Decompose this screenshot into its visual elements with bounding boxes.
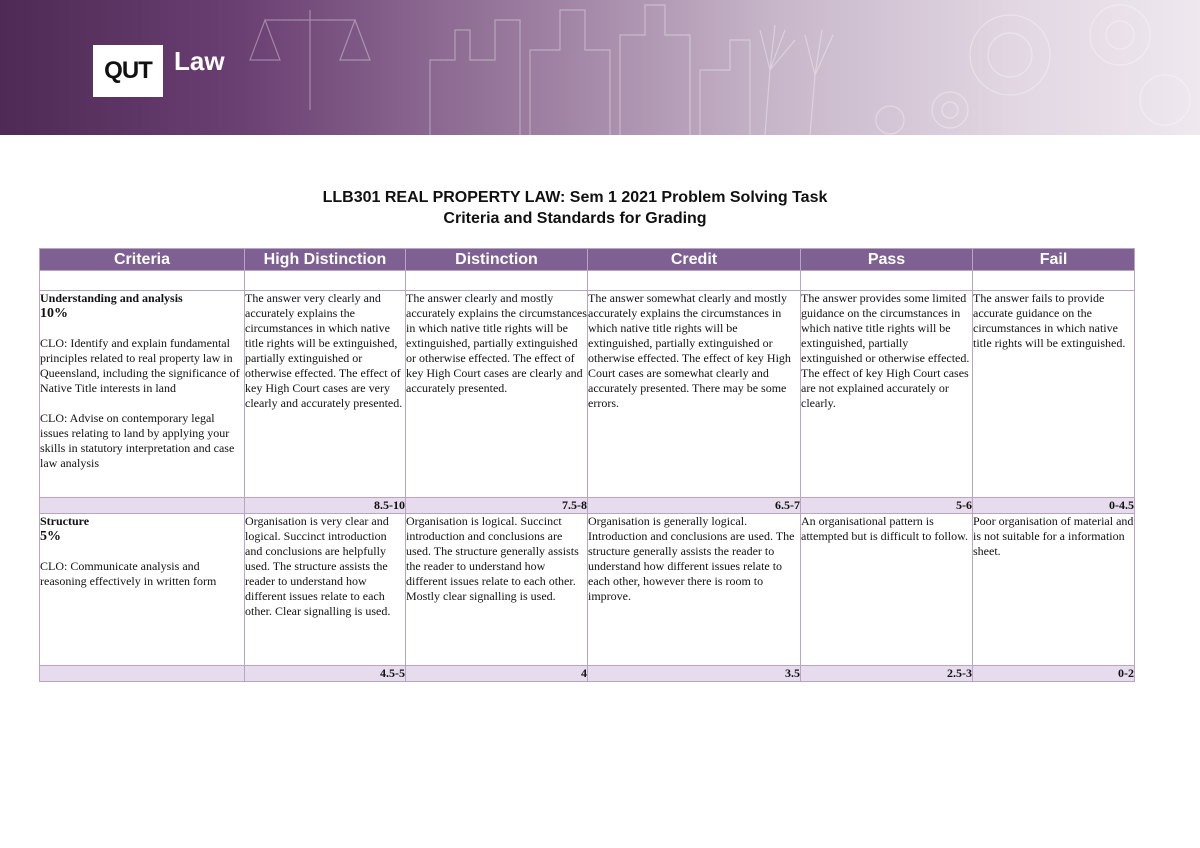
criterion-clo: CLO: Communicate analysis and reasoning effectively in written form <box>40 559 217 588</box>
descriptor-high-distinction: Organisation is very clear and logical. Succinct introduction and conclusions are helpfully used. The structure assists the reader to understand how different issues relate to each other. Clear signalling is used. <box>245 514 406 666</box>
descriptor-high-distinction: The answer very clearly and accurately explains the circumstances in which native title rights will be extinguished, partially extinguished or otherwise effected. The effect of key High Court cases are very clearly and accurately presented. <box>245 291 406 498</box>
score-credit: 3.5 <box>588 666 801 682</box>
criteria-table <box>39 248 1135 682</box>
table-row <box>40 514 1135 666</box>
criterion-clo: CLO: Identify and explain fundamental principles related to real property law in Queensland, including the significance of Native Title interests in land <box>40 336 240 395</box>
header-banner <box>0 0 1200 135</box>
criterion-name: Structure <box>40 514 90 528</box>
column-header-pass: Pass <box>801 249 973 271</box>
faculty-name: Law <box>174 46 225 76</box>
descriptor-distinction: The answer clearly and mostly accurately explains the circumstances in which native title rights will be extinguished, partially extinguished or otherwise effected. The effect of key High Court cases are clearly and accurately presented. <box>406 291 588 498</box>
column-header-criteria: Criteria <box>40 249 245 271</box>
score-high-distinction: 8.5-10 <box>245 498 406 514</box>
score-pass: 5-6 <box>801 498 973 514</box>
score-distinction: 7.5-8 <box>406 498 588 514</box>
score-credit: 6.5-7 <box>588 498 801 514</box>
score-row <box>40 666 1135 682</box>
score-high-distinction: 4.5-5 <box>245 666 406 682</box>
criterion-weight: 10% <box>40 306 68 321</box>
score-row <box>40 498 1135 514</box>
descriptor-credit: The answer somewhat clearly and mostly accurately explains the circumstances in which native title rights will be extinguished, partially extinguished or otherwise effected. The effect of key High Court cases are somewhat clearly and accurately presented. There may be some errors. <box>588 291 801 498</box>
criterion-weight: 5% <box>40 529 61 544</box>
score-pass: 2.5-3 <box>801 666 973 682</box>
criterion-clo: CLO: Advise on contemporary legal issues relating to land by applying your skills in statutory interpretation and case law analysis <box>40 411 235 470</box>
criterion-cell <box>40 514 245 666</box>
descriptor-fail: Poor organisation of material and is not suitable for a information sheet. <box>973 514 1135 666</box>
score-fail: 0-4.5 <box>973 498 1135 514</box>
qut-logo[interactable]: QUT <box>93 45 163 97</box>
descriptor-pass: An organisational pattern is attempted but is difficult to follow. <box>801 514 973 666</box>
descriptor-pass: The answer provides some limited guidance on the circumstances in which native title rights will be extinguished, partially extinguished or otherwise effected. The effect of key High Court cases are not explained accurately or clearly. <box>801 291 973 498</box>
page-subtitle: Criteria and Standards for Grading <box>443 210 707 227</box>
blank-row <box>40 271 1135 291</box>
descriptor-distinction: Organisation is logical. Succinct introduction and conclusions are used. The structure generally assists the reader to understand how different issues relate to each other. Mostly clear signalling is used. <box>406 514 588 666</box>
descriptor-credit: Organisation is generally logical. Introduction and conclusions are used. The structure generally assists the reader to understand how different issues relate to each other, however there is room to improve. <box>588 514 801 666</box>
criterion-name: Understanding and analysis <box>40 291 183 305</box>
table-row <box>40 291 1135 498</box>
score-distinction: 4 <box>406 666 588 682</box>
criterion-cell <box>40 291 245 498</box>
descriptor-fail: The answer fails to provide accurate guidance on the circumstances in which native title rights will be extinguished. <box>973 291 1135 498</box>
column-header-high-distinction: High Distinction <box>245 249 406 271</box>
table-header-row <box>40 249 1135 271</box>
column-header-credit: Credit <box>588 249 801 271</box>
page-title: LLB301 REAL PROPERTY LAW: Sem 1 2021 Problem Solving Task <box>322 189 828 206</box>
score-fail: 0-2 <box>973 666 1135 682</box>
column-header-distinction: Distinction <box>406 249 588 271</box>
column-header-fail: Fail <box>973 249 1135 271</box>
